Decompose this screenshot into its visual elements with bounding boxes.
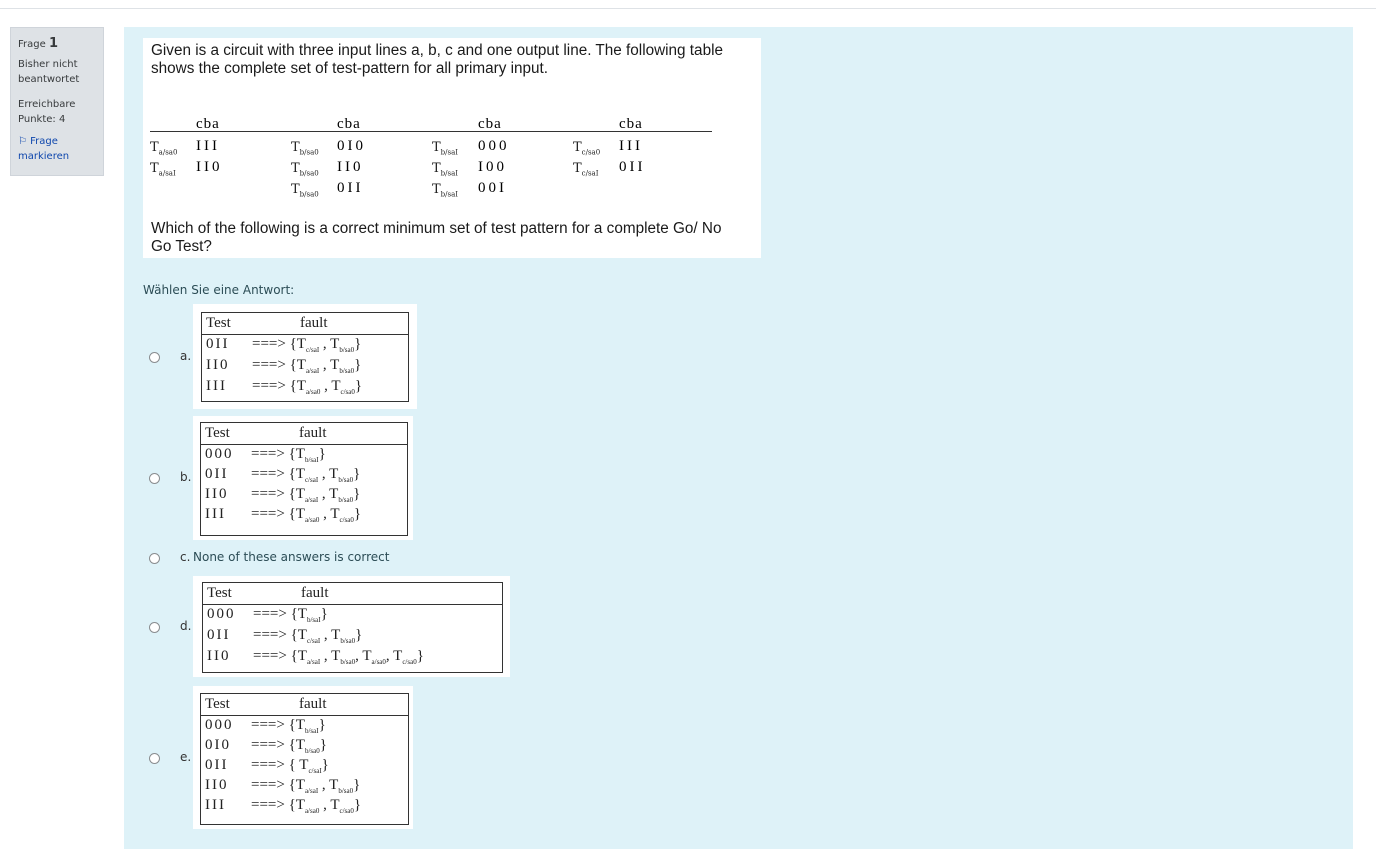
- row-pattern: 0II: [206, 336, 230, 352]
- fault-label: $T_{b/sa0}$: [291, 161, 319, 178]
- fault-table: [202, 582, 503, 673]
- row-pattern: 000: [205, 717, 234, 733]
- fault-subscript: a/saI: [305, 367, 320, 375]
- question-content: [124, 27, 1353, 849]
- fault-subscript: c/sa0: [339, 807, 354, 815]
- option-letter: d.: [180, 618, 192, 633]
- fault-table-row: [201, 756, 408, 776]
- fault-subscript: a/saI: [304, 787, 319, 795]
- fault-subscript: b/saI: [440, 148, 459, 157]
- fault-label: $T_{b/sa0}$: [291, 140, 319, 157]
- question-info-panel: [10, 27, 104, 176]
- test-pattern: 00I: [478, 180, 507, 196]
- row-faults: ===> { $T_{c/saI}$}: [251, 757, 329, 775]
- test-pattern: 0I0: [337, 138, 366, 154]
- radio-d[interactable]: [149, 622, 160, 633]
- answer-image: [193, 686, 413, 829]
- fault-subscript: a/sa0: [304, 807, 320, 815]
- fault-subscript: b/saI: [304, 456, 319, 464]
- test-header: Test: [205, 696, 230, 712]
- fault-table-header: [203, 583, 502, 605]
- row-faults: ===> {$T_{a/sa0}$ , $T_{c/sa0}$}: [251, 797, 362, 815]
- fault-subscript: b/sa0: [299, 148, 319, 157]
- fault-subscript: b/sa0: [338, 496, 354, 504]
- fault-subscript: c/saI: [306, 637, 321, 645]
- fault-table-header: [202, 313, 408, 335]
- fault-label: $T_{b/sa0}$: [291, 182, 319, 199]
- fault-subscript: c/saI: [304, 476, 319, 484]
- fault-label: $T_{a/sa0}$: [150, 140, 178, 157]
- fault-table-row: [201, 736, 408, 756]
- test-pattern: 0II: [619, 159, 646, 175]
- flag-line1: Frage: [30, 136, 58, 147]
- row-pattern: III: [206, 378, 227, 394]
- row-faults: ===> {$T_{c/saI}$ , $T_{b/sa0}$}: [251, 466, 361, 484]
- fault-subscript: b/sa0: [340, 637, 356, 645]
- fault-subscript: a/sa0: [305, 388, 321, 396]
- table-header-cba: cba: [196, 116, 220, 132]
- fault-subscript: b/saI: [440, 190, 459, 199]
- fault-table-row: [203, 605, 502, 626]
- row-faults: ===> $\{T_{b/sa0}\}$: [251, 737, 327, 755]
- fault-table-row: [201, 716, 408, 736]
- question-number-value: 1: [48, 36, 58, 51]
- state-line1: Bisher nicht: [18, 59, 78, 70]
- fault-subscript: b/sa0: [338, 787, 354, 795]
- fault-subscript: c/saI: [308, 767, 322, 775]
- answer-image: [193, 576, 510, 677]
- fault-subscript: b/saI: [306, 616, 321, 624]
- test-header: Test: [205, 425, 230, 441]
- ask-line2: Go Test?: [151, 238, 212, 255]
- fault-table-row: [202, 356, 408, 377]
- row-pattern: II0: [205, 486, 229, 502]
- fault-subscript: a/sa0: [158, 148, 178, 157]
- question-number: [18, 36, 103, 51]
- fault-subscript: b/sa0: [339, 367, 355, 375]
- fault-header: fault: [300, 315, 328, 331]
- fault-header: fault: [301, 585, 329, 601]
- row-faults: ===> {$T_{a/sa0}$ , $T_{c/sa0}$}: [251, 506, 362, 524]
- fault-subscript: b/sa0: [338, 476, 354, 484]
- fault-label: $T_{c/saI}$: [573, 161, 599, 178]
- fault-subscript: b/sa0: [340, 658, 356, 666]
- row-pattern: 0I0: [205, 737, 231, 753]
- question-grade: [18, 97, 103, 127]
- fault-subscript: c/saI: [581, 169, 599, 178]
- fault-subscript: b/sa0: [339, 346, 355, 354]
- fault-table: [200, 693, 409, 825]
- row-faults: ===> {$T_{a/saI}$ , $T_{b/sa0}$, $T_{a/sa0}$, $T_{c/sa0}$}: [253, 648, 424, 666]
- fault-label: $T_{b/saI}$: [432, 161, 459, 178]
- row-pattern: II0: [206, 357, 230, 373]
- fault-subscript: b/sa0: [304, 747, 320, 755]
- flag-question-link[interactable]: [18, 134, 103, 164]
- option-letter: a.: [180, 348, 192, 363]
- fault-table: [200, 422, 408, 536]
- question-state: [18, 57, 103, 87]
- row-pattern: 0II: [205, 466, 229, 482]
- fault-subscript: a/saI: [304, 496, 319, 504]
- table-header-cba: cba: [337, 116, 361, 132]
- test-pattern: 000: [478, 138, 510, 154]
- fault-table-row: [201, 445, 407, 465]
- fault-table-row: [201, 776, 408, 796]
- fault-table-row: [202, 335, 408, 356]
- fault-subscript: b/saI: [304, 727, 319, 735]
- fault-table: [201, 312, 409, 402]
- fault-subscript: a/saI: [158, 169, 176, 178]
- question-label: Frage: [18, 39, 46, 50]
- grade-line2: Punkte: 4: [18, 114, 66, 125]
- answer-image: [193, 416, 413, 540]
- fault-table-row: [203, 647, 502, 668]
- row-faults: ===> $\{T_{b/saI}\}$: [253, 606, 328, 624]
- test-pattern: I00: [478, 159, 507, 175]
- fault-table-header: [201, 694, 408, 716]
- fault-subscript: c/sa0: [581, 148, 601, 157]
- answer-image: [193, 304, 417, 409]
- fault-table-row: [201, 465, 407, 485]
- row-faults: ===> {$T_{a/saI}$ , $T_{b/sa0}$}: [252, 357, 362, 375]
- radio-b[interactable]: [149, 473, 160, 484]
- radio-a[interactable]: [149, 352, 160, 363]
- option-letter: e.: [180, 749, 192, 764]
- row-faults: ===> {$T_{c/saI}$ , $T_{b/sa0}$}: [253, 627, 363, 645]
- fault-subscript: b/sa0: [299, 190, 319, 199]
- fault-subscript: a/sa0: [304, 516, 320, 524]
- fault-table-row: [201, 505, 407, 525]
- row-pattern: II0: [207, 648, 231, 664]
- row-pattern: 000: [205, 446, 234, 462]
- fault-subscript: a/saI: [306, 658, 321, 666]
- fault-table-row: [201, 485, 407, 505]
- row-pattern: III: [205, 797, 226, 813]
- row-faults: ===> {$T_{a/saI}$ , $T_{b/sa0}$}: [251, 777, 361, 795]
- row-faults: ===> {$T_{a/sa0}$ , $T_{c/sa0}$}: [252, 378, 363, 396]
- table-header-cba: cba: [478, 116, 502, 132]
- test-pattern: II0: [196, 159, 223, 175]
- intro-line1: Given is a circuit with three input lines a, b, c and one output line. The following table: [151, 42, 723, 59]
- row-pattern: III: [205, 506, 226, 522]
- top-divider: [0, 8, 1376, 9]
- fault-subscript: b/sa0: [299, 169, 319, 178]
- table-header-cba: cba: [619, 116, 643, 132]
- row-pattern: 0II: [207, 627, 231, 643]
- test-pattern: III: [196, 138, 220, 154]
- fault-subscript: c/saI: [305, 346, 320, 354]
- fault-header: fault: [299, 696, 327, 712]
- fault-table-header: [201, 423, 407, 445]
- row-pattern: 000: [207, 606, 236, 622]
- row-faults: ===> $\{T_{b/saI}\}$: [251, 717, 326, 735]
- ask-line1: Which of the following is a correct minimum set of test pattern for a complete Go/ No: [151, 220, 722, 237]
- radio-e[interactable]: [149, 753, 160, 764]
- question-text: [143, 38, 761, 258]
- row-pattern: II0: [205, 777, 229, 793]
- fault-table-row: [202, 377, 408, 398]
- state-line2: beantwortet: [18, 74, 80, 85]
- flag-line2: markieren: [18, 151, 70, 162]
- fault-table-row: [201, 796, 408, 816]
- fault-label: $T_{a/saI}$: [150, 161, 176, 178]
- fault-subscript: c/sa0: [402, 658, 417, 666]
- fault-subscript: b/saI: [440, 169, 459, 178]
- option-letter: b.: [180, 470, 192, 484]
- fault-label: $T_{c/sa0}$: [573, 140, 601, 157]
- test-pattern: 0II: [337, 180, 364, 196]
- answer-prompt: Wählen Sie eine Antwort:: [143, 283, 295, 297]
- test-pattern: III: [619, 138, 643, 154]
- radio-c[interactable]: [149, 553, 160, 564]
- fault-header: fault: [299, 425, 327, 441]
- option-text: None of these answers is correct: [193, 550, 390, 564]
- test-pattern: II0: [337, 159, 364, 175]
- intro-line2: shows the complete set of test-pattern for all primary input.: [151, 60, 549, 77]
- fault-table-row: [203, 626, 502, 647]
- flag-icon: ⚐: [18, 136, 27, 147]
- row-pattern: 0II: [205, 757, 229, 773]
- fault-subscript: c/sa0: [340, 388, 355, 396]
- fault-subscript: c/sa0: [339, 516, 354, 524]
- grade-line1: Erreichbare: [18, 99, 76, 110]
- row-faults: ===> $\{T_{b/saI}\}$: [251, 446, 326, 464]
- fault-subscript: a/sa0: [371, 658, 386, 666]
- test-header: Test: [207, 585, 232, 601]
- fault-label: $T_{b/saI}$: [432, 182, 459, 199]
- row-faults: ===> {$T_{a/saI}$ , $T_{b/sa0}$}: [251, 486, 361, 504]
- test-header: Test: [206, 315, 231, 331]
- fault-label: $T_{b/saI}$: [432, 140, 459, 157]
- row-faults: ===> {$T_{c/saI}$ , $T_{b/sa0}$}: [252, 336, 362, 354]
- option-letter: c.: [180, 550, 191, 564]
